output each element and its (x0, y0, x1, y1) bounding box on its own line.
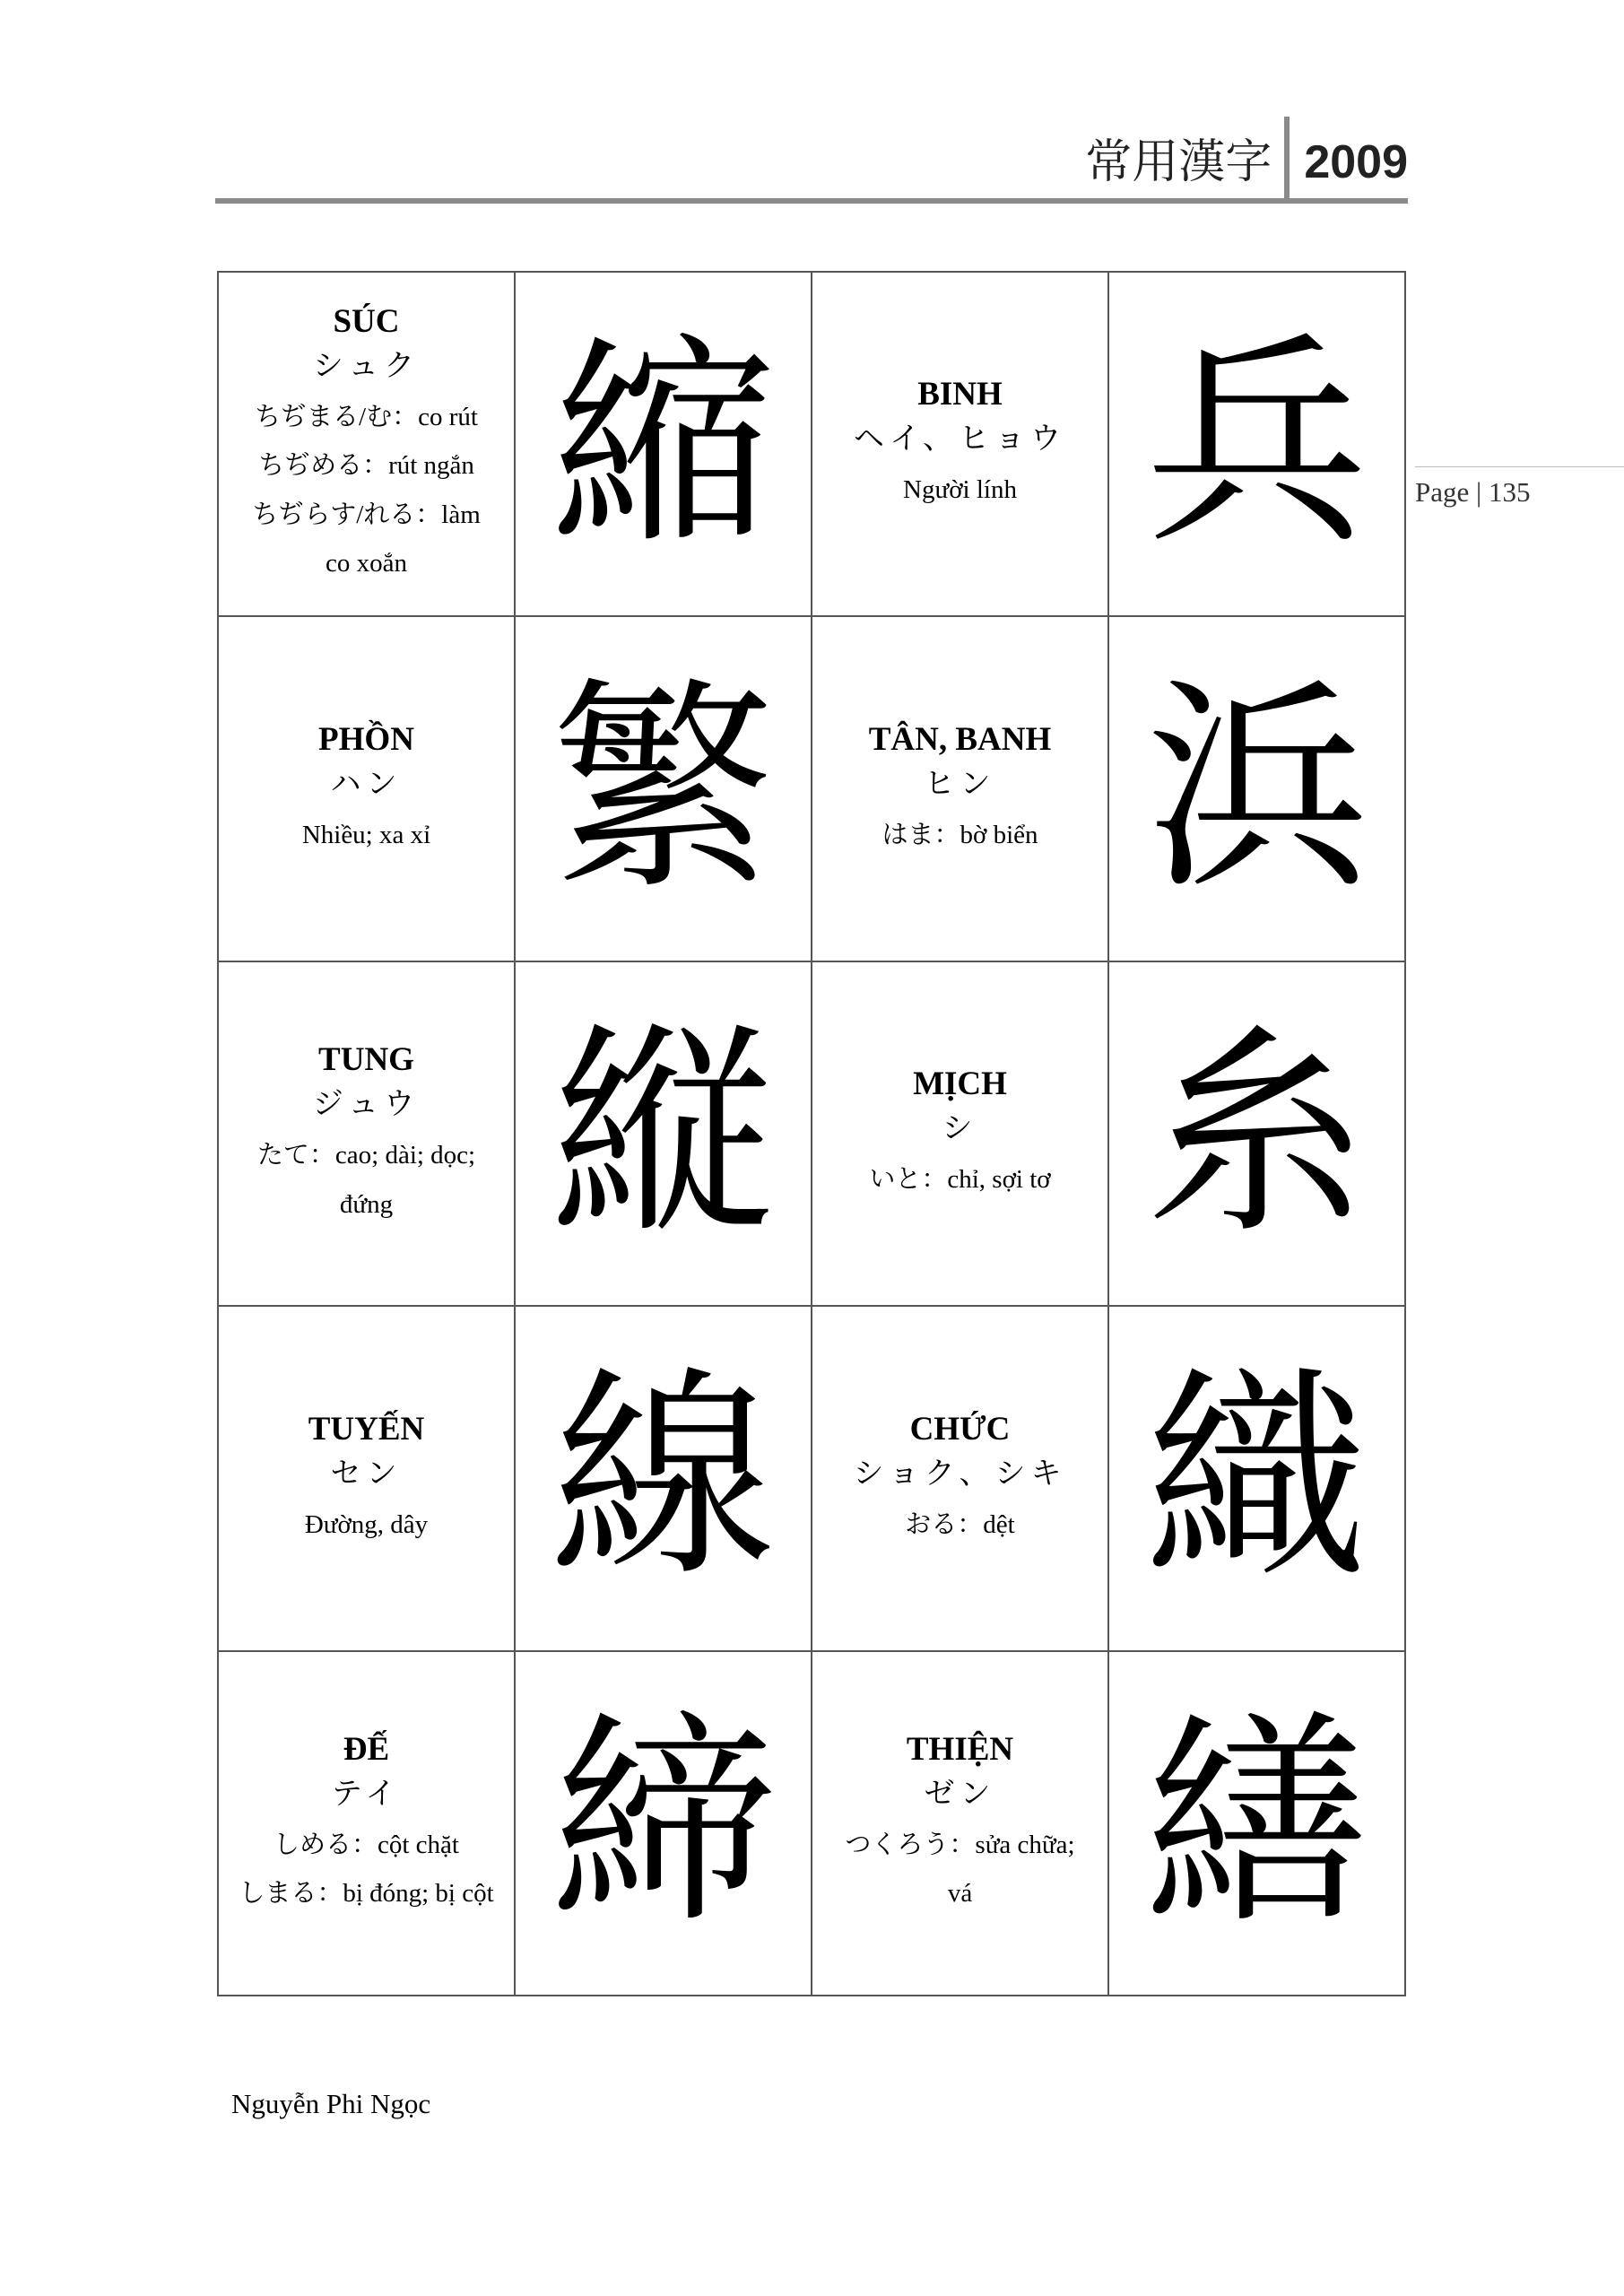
meaning-list (302, 811, 430, 860)
entry-info (812, 962, 1109, 1307)
entry-info (812, 273, 1109, 617)
meaning-list (881, 811, 1038, 860)
onyomi-reading: ヒン (924, 765, 996, 802)
han-viet-reading: ĐẾ (343, 1730, 390, 1768)
onyomi-reading: ショク、シキ (853, 1455, 1067, 1492)
meaning-line: Người lính (903, 475, 1017, 505)
header-title: 常用漢字 (1085, 135, 1272, 189)
entry-info (219, 1652, 516, 1996)
page-header (215, 117, 1408, 202)
entry-info (812, 617, 1109, 961)
han-viet-reading: SÚC (333, 302, 400, 340)
kanji-character: 繕 (1144, 1692, 1369, 1953)
entry-info (812, 1307, 1109, 1651)
meaning-list (257, 1131, 475, 1229)
onyomi-reading: ジュウ (312, 1086, 421, 1123)
entry-info (219, 1307, 516, 1651)
meaning-list (305, 1500, 428, 1550)
kanji-cell (516, 1652, 812, 1996)
kanji-cell (516, 273, 812, 617)
kanji-table (217, 271, 1406, 1996)
kanji-character: 縮 (551, 313, 776, 575)
kanji-character: 糸 (1144, 1002, 1369, 1264)
entry-info (219, 617, 516, 961)
kanji-cell (1109, 617, 1406, 961)
onyomi-reading: セン (330, 1455, 403, 1492)
header-rule (215, 198, 1408, 204)
han-viet-reading: PHỒN (318, 720, 414, 758)
kanji-character: 兵 (1144, 313, 1369, 575)
onyomi-reading: シ (942, 1110, 978, 1147)
entry-info (219, 273, 516, 617)
meaning-list (905, 1500, 1014, 1550)
meaning-line: ちぢらす/れる：làm (252, 500, 481, 529)
onyomi-reading: シュク (312, 347, 421, 384)
han-viet-reading: TUYẾN (308, 1410, 425, 1448)
footer-author: Nguyễn Phi Ngọc (231, 2088, 431, 2119)
kanji-cell (1109, 1652, 1406, 1996)
han-viet-reading: TUNG (318, 1040, 414, 1078)
meaning-line: つくろう：sửa chữa; (845, 1830, 1075, 1859)
meaning-list (252, 393, 481, 588)
onyomi-reading: ゼン (924, 1775, 996, 1812)
header-year: 2009 (1304, 136, 1408, 188)
kanji-cell (1109, 273, 1406, 617)
meaning-line: しまる：bị đóng; bị cột (239, 1879, 494, 1909)
meaning-line: đứng (339, 1189, 394, 1219)
meaning-line: ちぢまる/む：co rút (255, 402, 478, 431)
meaning-line: おる：dệt (905, 1509, 1015, 1539)
kanji-cell (516, 617, 812, 961)
meaning-line: いと：chỉ, sợi tơ (869, 1165, 1051, 1195)
kanji-cell (1109, 962, 1406, 1307)
kanji-cell (516, 962, 812, 1307)
entry-info (812, 1652, 1109, 1996)
han-viet-reading: BINH (917, 376, 1003, 413)
kanji-character: 浜 (1144, 657, 1369, 919)
kanji-character: 繁 (551, 657, 776, 919)
onyomi-reading: ヘイ、ヒョウ (854, 421, 1066, 457)
page-number: Page | 135 (1415, 466, 1624, 509)
han-viet-reading: THIỆN (906, 1730, 1014, 1768)
kanji-character: 縦 (551, 1002, 776, 1264)
meaning-list (239, 1821, 493, 1918)
han-viet-reading: TÂN, BANH (868, 720, 1052, 758)
meaning-list (869, 1155, 1050, 1205)
meaning-line: Đường, dây (304, 1509, 429, 1539)
kanji-character: 線 (551, 1347, 776, 1609)
meaning-line: vá (947, 1879, 973, 1909)
meaning-line: ちぢめる：rút ngắn (258, 451, 474, 481)
han-viet-reading: MỊCH (913, 1065, 1007, 1103)
meaning-list (845, 1821, 1074, 1918)
kanji-cell (1109, 1307, 1406, 1651)
meaning-line: しめる：cột chặt (274, 1830, 459, 1859)
entry-info (219, 962, 516, 1307)
meaning-list (903, 465, 1017, 515)
onyomi-reading: テイ (331, 1775, 402, 1812)
kanji-character: 締 (551, 1692, 776, 1953)
onyomi-reading: ハン (330, 765, 403, 802)
meaning-line: はま：bờ biển (881, 820, 1038, 849)
kanji-cell (516, 1307, 812, 1651)
han-viet-reading: CHỨC (909, 1410, 1011, 1448)
kanji-character: 織 (1144, 1347, 1369, 1609)
meaning-line: たて：cao; dài; dọc; (256, 1141, 476, 1170)
meaning-line: Nhiều; xa xỉ (301, 820, 431, 849)
meaning-line: co xoắn (325, 549, 407, 578)
